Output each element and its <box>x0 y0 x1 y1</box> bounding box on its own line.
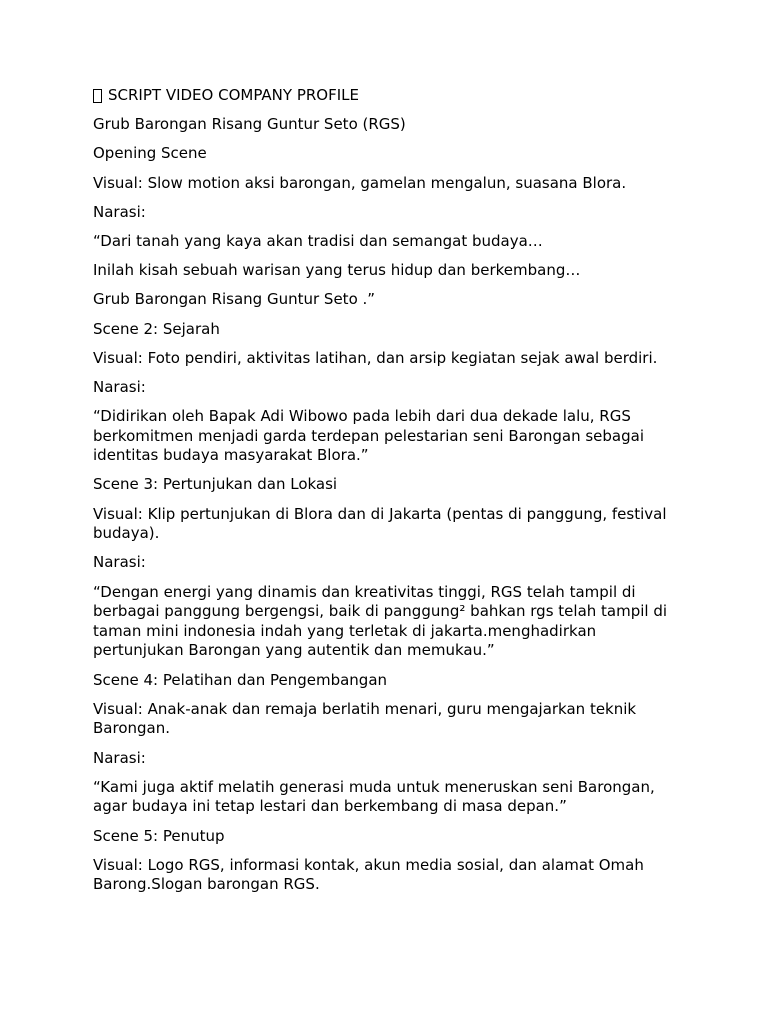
paragraph-opening-narasi-label: Narasi: <box>93 202 146 221</box>
paragraph-scene-3-narasi: “Dengan energi yang dinamis dan kreativitas tinggi, RGS telah tampil di berbagai panggung bergengsi, baik di panggung² bahkan rgs telah tampil di taman mini indonesia indah yang terletak di jakarta.menghadirkan pertunjukan Barongan yang autentik dan memukau.” <box>93 582 672 660</box>
paragraph-opening-scene-heading: Opening Scene <box>93 144 207 163</box>
document-page <box>93 86 683 904</box>
paragraph-opening-narasi-line-2: Inilah kisah sebuah warisan yang terus hidup dan berkembang… <box>93 261 581 280</box>
paragraph-group-name: Grub Barongan Risang Guntur Seto (RGS) <box>93 115 406 134</box>
document-title: SCRIPT VIDEO COMPANY PROFILE <box>108 86 359 104</box>
paragraph-scene-5-heading: Scene 5: Penutup <box>93 826 225 845</box>
paragraph-scene-2-narasi: “Didirikan oleh Bapak Adi Wibowo pada lebih dari dua dekade lalu, RGS berkomitmen menjadi garda terdepan pelestarian seni Barongan sebagai identitas budaya masyarakat Blora.” <box>93 407 649 465</box>
missing-glyph-icon <box>93 89 102 103</box>
paragraph-opening-narasi-line-3: Grub Barongan Risang Guntur Seto .” <box>93 290 376 309</box>
paragraph-scene-4-narasi-label: Narasi: <box>93 748 146 767</box>
paragraph-scene-3-visual: Visual: Klip pertunjukan di Blora dan di Jakarta (pentas di panggung, festival budaya). <box>93 504 672 543</box>
paragraph-scene-2-visual: Visual: Foto pendiri, aktivitas latihan, dan arsip kegiatan sejak awal berdiri. <box>93 348 658 367</box>
paragraph-scene-2-heading: Scene 2: Sejarah <box>93 319 220 338</box>
paragraph-scene-2-narasi-label: Narasi: <box>93 377 146 396</box>
paragraph-opening-narasi-line-1: “Dari tanah yang kaya akan tradisi dan semangat budaya… <box>93 231 543 250</box>
paragraph-scene-4-visual: Visual: Anak-anak dan remaja berlatih menari, guru mengajarkan teknik Barongan. <box>93 699 641 738</box>
paragraph-scene-3-heading: Scene 3: Pertunjukan dan Lokasi <box>93 475 338 494</box>
paragraph-scene-4-narasi: “Kami juga aktif melatih generasi muda untuk meneruskan seni Barongan, agar budaya ini tetap lestari dan berkembang di masa depan.” <box>93 777 660 816</box>
paragraph-scene-3-narasi-label: Narasi: <box>93 553 146 572</box>
paragraph-scene-4-heading: Scene 4: Pelatihan dan Pengembangan <box>93 670 388 689</box>
document-title-line <box>93 86 683 106</box>
paragraph-scene-5-visual: Visual: Logo RGS, informasi kontak, akun media sosial, dan alamat Omah Barong.Slogan barongan RGS. <box>93 855 649 894</box>
paragraph-opening-visual: Visual: Slow motion aksi barongan, gamelan mengalun, suasana Blora. <box>93 173 627 192</box>
